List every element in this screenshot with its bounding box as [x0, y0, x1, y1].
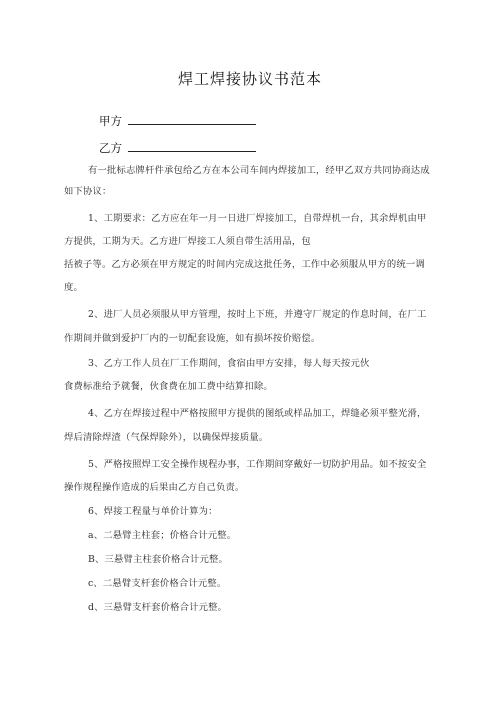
- body-line: 6、焊接工程量与单价计算为：: [88, 506, 218, 517]
- party-a-label: 甲方: [99, 114, 122, 128]
- body-line: 5、严格按照焊工安全操作规程办事，工作期间穿戴好一切防护用品。如不按安全: [88, 459, 427, 470]
- party-b-field: [99, 139, 256, 156]
- body-line: 度。: [64, 282, 83, 293]
- body-line: d、三悬臂支杆套价格合计元整。: [88, 602, 228, 613]
- body-line: 操作规程操作造成的后果由乙方自己负责。: [64, 482, 245, 493]
- party-b-label: 乙方: [99, 141, 122, 155]
- body-line: 括被子等。乙方必须在甲方规定的时间内完成这批任务，工作中必须服从甲方的统一调: [64, 259, 425, 270]
- party-a-field: [99, 112, 256, 129]
- body-line: 4、乙方在焊接过程中严格按照甲方提供的图纸或样品加工，焊缝必须平整光滑，: [88, 408, 427, 419]
- body-line: 如下协议：: [64, 186, 112, 197]
- body-line: 食费标准给予就餐，伙食费在加工费中结算扣除。: [64, 381, 273, 392]
- party-b-underline: [128, 139, 256, 152]
- body-line: 1、工期要求：乙方应在年一月一日进厂焊接加工，自带焊机一台，其余焊机由甲: [88, 213, 427, 224]
- body-line: a、二悬臂主柱套；价格合计元整。: [88, 530, 237, 541]
- body-line: 2、进厂人员必须服从甲方管理，按时上下班，并遵守厂规定的作息时间，在厂工: [88, 309, 427, 320]
- body-line: 作期间并做到爱护厂内的一切配套设施，如有损坏按价赔偿。: [64, 333, 321, 344]
- body-line: B、三悬臂主柱套价格合计元整。: [88, 554, 228, 565]
- body-line: 焊后清除焊渣（气保焊除外），以确保焊接质量。: [64, 432, 269, 443]
- body-line: c、二悬臂支杆套价格合计元整。: [88, 578, 227, 589]
- document-title: 焊工焊接协议书范本: [177, 70, 322, 88]
- body-line: 有一批标志牌杆件承包给乙方在本公司车间内焊接加工，经甲乙双方共同协商达成: [88, 165, 430, 176]
- party-a-underline: [128, 112, 256, 125]
- body-line: 方提供，工期为天。乙方进厂焊接工人须自带生活用品，包: [64, 236, 311, 247]
- body-line: 3、乙方工作人员在厂工作期间，食宿由甲方安排，每人每天按元伙: [88, 358, 370, 369]
